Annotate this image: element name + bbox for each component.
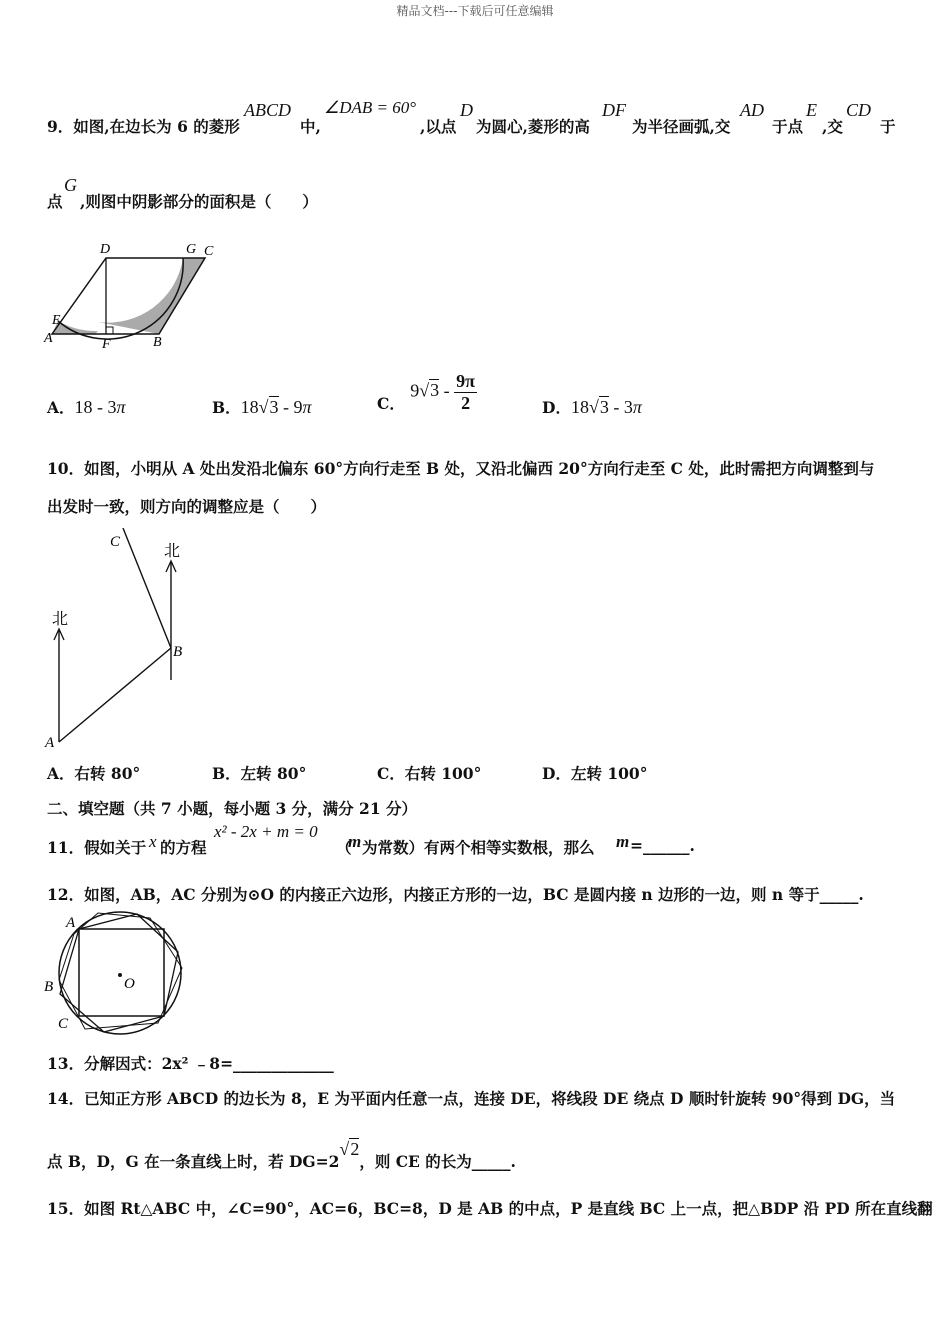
label-a: A: [44, 331, 53, 346]
label-north-1: 北: [52, 609, 69, 628]
label-b: B: [44, 979, 54, 995]
q9-option-a-letter: A．: [47, 398, 75, 417]
q9-option-a[interactable]: [47, 396, 126, 418]
q9-math-ad: AD: [740, 100, 764, 120]
q9-option-c-numerator: 9π: [456, 370, 476, 391]
q14-line2-a: 点 B，D，G 在一条直线上时，若 DG=2: [47, 1152, 340, 1171]
q9-option-a-pi: π: [116, 397, 126, 417]
q9-option-b[interactable]: B．18√3 - 9π: [212, 397, 312, 417]
q9-text-2: 中,: [300, 117, 321, 136]
q10-line1: 10．如图，小明从 A 处出发沿北偏东 60°方向行走至 B 处，又沿北偏西 20°方向行走至 C 处，此时需把方向调整到与: [47, 459, 875, 478]
q11-equation: x² - 2x + m = 0: [214, 822, 318, 841]
q11-m: m: [348, 832, 362, 851]
q10-direction-figure: [40, 528, 200, 753]
q10-option-d[interactable]: D．左转 100°: [542, 764, 648, 783]
section-2-heading: 二、填空题（共 7 小题，每小题 3 分，满分 21 分）: [47, 799, 418, 818]
q10-line2: 出发时一致，则方向的调整应是（ ）: [47, 497, 327, 516]
right-angle-mark: [106, 327, 113, 334]
page-header: 精品文档---下载后可任意编辑: [396, 4, 554, 18]
q9-option-a-value: 18 - 3: [74, 397, 117, 417]
q9-math-abcd: ABCD: [244, 100, 291, 120]
q14-line1: 14．已知正方形 ABCD 的边长为 8，E 为平面内任意一点，连接 DE，将线段 DE 绕点 D 顺时针旋转 90°得到 DG，当: [47, 1089, 896, 1108]
label-c: C: [110, 534, 121, 550]
q9-option-c-denominator: 2: [461, 392, 471, 413]
q13-text: 13．分解因式：2x² ﹣8=_____________: [47, 1054, 334, 1073]
q9-option-b-post: - 9: [278, 397, 303, 417]
q10-option-a[interactable]: A．右转 80°: [47, 764, 141, 783]
q9-text-4: 为圆心,菱形的高: [476, 117, 590, 136]
q9-math-cd: CD: [846, 100, 872, 120]
q9-option-d-pre: 18: [570, 397, 589, 417]
label-f: F: [102, 337, 111, 352]
path-ab: [59, 648, 171, 742]
q9-math-e: E: [806, 100, 817, 120]
q9-math-df: DF: [602, 100, 626, 120]
q9-option-b-pi: π: [302, 397, 312, 417]
q9-math-angle: ∠DAB = 60°: [324, 98, 417, 117]
q12-circle-figure: [40, 910, 185, 1038]
q9-option-c-post: -: [439, 380, 455, 400]
q9-option-c-pre: 9: [410, 380, 420, 400]
q10-option-c[interactable]: C．右转 100°: [377, 764, 482, 783]
q9-option-c[interactable]: C． 9√3 - $\frac{9\pi}{2}$: [377, 370, 476, 413]
q12-text: 12．如图，AB，AC 分别为⊙O 的内接正六边形，内接正方形的一边，BC 是圆内接 n 边形的一边，则 n 等于_____.: [47, 885, 864, 904]
q14-root: 2: [350, 1139, 360, 1159]
q11-text-5: =______.: [630, 836, 695, 855]
q9-option-c-root: 3: [430, 380, 440, 400]
q9-text-6: 于点: [772, 117, 804, 136]
q11-x: x: [149, 832, 157, 851]
label-d: D: [100, 242, 111, 257]
q9-rhombus-figure: [40, 238, 230, 353]
label-o: O: [124, 976, 135, 992]
label-c: C: [58, 1016, 69, 1032]
q9-option-d[interactable]: D．18√3 - 3π: [542, 397, 642, 417]
label-b: B: [153, 335, 162, 350]
q9-option-d-pi: π: [632, 397, 642, 417]
q9-text-10: ,则图中阴影部分的面积是（ ）: [80, 192, 318, 211]
q9-option-c-fraction: [454, 371, 477, 414]
q9-text-5: 为半径画弧,交: [632, 117, 731, 136]
q9-text-8: 于: [880, 117, 896, 136]
q10-option-b[interactable]: B．左转 80°: [212, 764, 307, 783]
q9-option-b-root: 3: [269, 397, 279, 417]
q9-text-1: 9．如图,在边长为 6 的菱形: [47, 117, 240, 136]
q9-line1: [47, 115, 240, 137]
q9-option-d-post: - 3: [608, 397, 633, 417]
q15-text: 15．如图 Rt△ABC 中，∠C=90°，AC=6，BC=8，D 是 AB 的中点，P 是直线 BC 上一点，把△BDP 沿 PD 所在直线翻: [47, 1199, 933, 1218]
q9-math-g: G: [64, 175, 77, 195]
q9-math-d: D: [460, 100, 473, 120]
q9-text-7: ,交: [822, 117, 843, 136]
label-b: B: [173, 644, 183, 660]
shade-right: [98, 258, 205, 334]
q9-option-b-pre: 18: [240, 397, 259, 417]
q9-option-c-letter: C．: [377, 394, 405, 413]
q11-text-2: 的方程: [160, 838, 207, 857]
q9-text-3: ,以点: [420, 117, 457, 136]
q11-text-4: 为常数）有两个相等实数根，那么: [362, 838, 595, 857]
label-e: E: [52, 313, 61, 328]
q9-option-b-letter: B．: [212, 398, 241, 417]
label-a: A: [66, 915, 76, 931]
q11-text-3: （: [336, 838, 352, 857]
q9-text-9: 点: [47, 192, 63, 211]
q9-option-d-root: 3: [599, 397, 609, 417]
q9-option-d-letter: D．: [542, 398, 571, 417]
label-c: C: [204, 244, 214, 259]
center-point: [118, 973, 122, 977]
label-a: A: [45, 735, 55, 751]
q11-m2: m: [616, 832, 630, 851]
q11-text-1: 11．假如关于: [47, 838, 147, 857]
q14-line2: 点 B，D，G 在一条直线上时，若 DG=2√2，则 CE 的长为_____.: [47, 1139, 516, 1171]
label-g: G: [186, 242, 197, 257]
q14-line2-b: ，则 CE 的长为_____.: [359, 1152, 516, 1171]
inscribed-square: [79, 929, 164, 1016]
label-north-2: 北: [164, 541, 181, 560]
